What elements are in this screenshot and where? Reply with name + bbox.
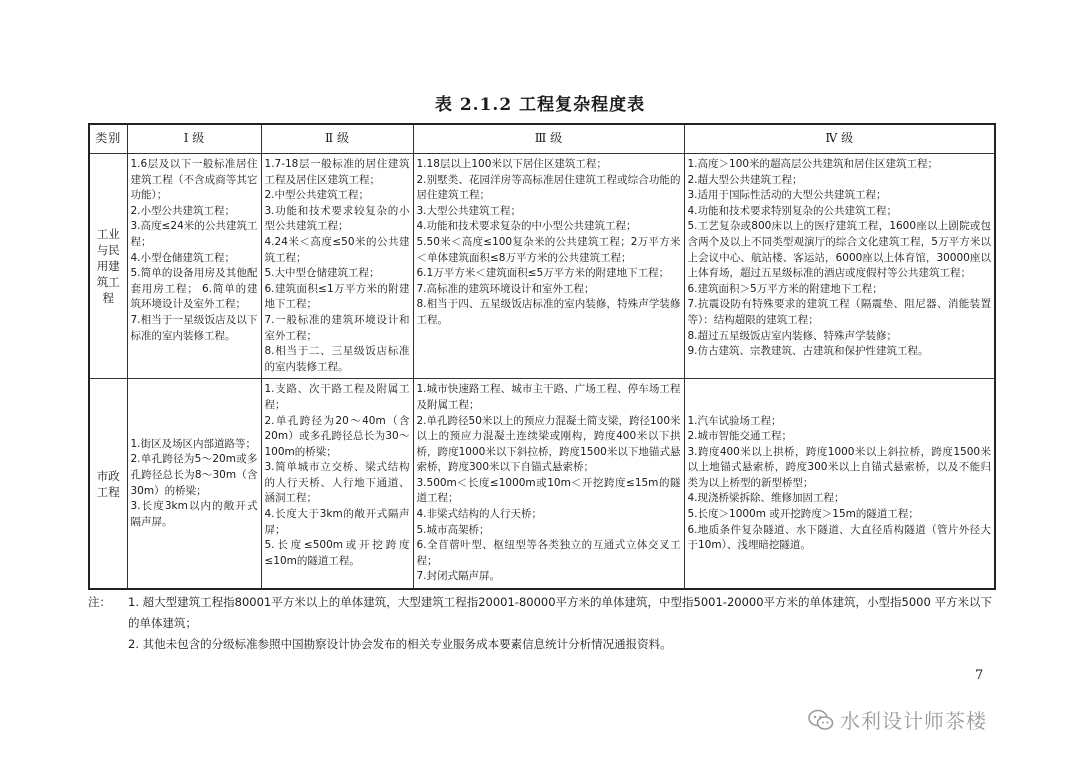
cell-line: 4.现浇桥梁拆除、维修加固工程； xyxy=(687,492,845,505)
cell-line: 4.功能和技术要求特别复杂的公共建筑工程； xyxy=(687,204,898,217)
cell-line: 5.工艺复杂或800床以上的医疗建筑工程，1600座以上剧院或包含两个及以上不同类型观演厅的综合文化建筑工程，5万平方米以上会议中心、航站楼、客运站，6000座以上体育馆，30000座以上体育场，超过五星级标准的酒店或度假村等公共建筑工程； xyxy=(687,220,991,280)
cell-line: 2.别墅类、花园洋房等高标准居住建筑工程或综合功能的居住建筑工程； xyxy=(416,173,681,202)
cell-line: 6.地质条件复杂隧道、水下隧道、大直径盾构隧道（管片外径大于10m）、浅埋暗挖隧道。 xyxy=(687,523,991,552)
cell-line: 4.非梁式结构的人行天桥； xyxy=(416,508,543,521)
level-3-cell xyxy=(413,154,684,379)
cell-line: 1.支路、次干路工程及附属工程； xyxy=(264,383,410,411)
cell-line: 7.抗震设防有特殊要求的建筑工程（隔震垫、阻尼器、消能装置等）：结构超限的建筑工程； xyxy=(687,298,991,326)
complexity-table xyxy=(88,123,996,590)
cell-line: 8.相当于四、五星级饭店标准的室内装修，特殊声学装修工程。 xyxy=(416,298,681,326)
cell-line: 2.城市智能交通工程； xyxy=(687,430,793,443)
cell-line: 3.长度3km以内的敞开式隔声屏。 xyxy=(130,500,258,528)
cell-line: 1.街区及场区内部道路等； xyxy=(130,437,257,450)
table-title: 表 2.1.2 工程复杂程度表 xyxy=(434,95,646,115)
cell-line: 4.功能和技术要求复杂的中小型公共建筑工程； xyxy=(416,220,637,233)
note-item xyxy=(88,592,994,634)
cell-line: 1.7-18层一般标准的居住建筑工程及居住区建筑工程； xyxy=(264,158,410,186)
level-4-cell xyxy=(684,379,995,589)
notes-label: 注： xyxy=(88,595,111,609)
header-level-2: Ⅱ 级 xyxy=(261,124,413,154)
cell-line: 5.长度＞1000m 或开挖跨度＞15m的隧道工程； xyxy=(687,508,919,521)
cell-line: 2.单孔跨径为5～20m或多孔跨径总长为8～30m（含30m）的桥梁； xyxy=(130,453,258,497)
table-row xyxy=(89,154,995,379)
cell-line: 5.城市高架桥； xyxy=(416,523,490,536)
header-level-3: Ⅲ 级 xyxy=(413,124,684,154)
level-2-cell xyxy=(261,154,413,379)
note-text: 1. 超大型建筑工程指80001平方米以上的单体建筑，大型建筑工程指20001-80000平方米的单体建筑，中型指5001-20000平方米的单体建筑，小型指5000 平方米以下的单体建筑； xyxy=(128,595,992,630)
cell-line: 4.小型仓储建筑工程； xyxy=(130,251,236,264)
cell-line: 2.单孔跨径50米以上的预应力混凝土简支梁，跨径100米以上的预应力混凝土连续梁或刚构，跨度400米以下拱桥，跨度1000米以下斜拉桥，跨度1500米以下地锚式悬索桥，跨度300米以下自锚式悬索桥； xyxy=(416,414,681,474)
table-notes xyxy=(88,592,994,655)
cell-line: 3.简单城市立交桥、梁式结构的人行天桥、人行地下通道、涵洞工程； xyxy=(264,461,410,505)
cell-line: 3.500m＜长度≤1000m或10m＜开挖跨度≤15m的隧道工程； xyxy=(416,476,681,505)
wechat-icon xyxy=(808,709,834,731)
cell-line: 6.建筑面积＞5万平方米的附建地下工程； xyxy=(687,282,883,295)
cell-line: 7.封闭式隔声屏。 xyxy=(416,570,501,583)
level-4-cell xyxy=(684,154,995,379)
cell-line: 8.相当于二、三星级饭店标准的室内装修工程。 xyxy=(264,345,410,373)
watermark xyxy=(808,705,987,734)
header-row xyxy=(89,124,995,154)
cell-line: 5.长度≤500m或开挖跨度≤10m的隧道工程。 xyxy=(264,539,410,567)
cell-line: 1.6层及以下一般标准居住建筑工程（不含成商等其它功能）； xyxy=(130,158,258,202)
cell-line: 5.简单的设备用房及其他配套用房工程； 6.简单的建筑环境设计及室外工程； xyxy=(130,267,258,311)
cell-line: 3.适用于国际性活动的大型公共建筑工程； xyxy=(687,189,887,202)
cell-line: 7.相当于一星级饭店及以下标准的室内装修工程。 xyxy=(130,313,258,342)
cell-line: 4.24米＜高度≤50米的公共建筑工程； xyxy=(264,235,410,264)
cell-line: 7.高标准的建筑环境设计和室外工程； xyxy=(416,282,595,295)
note-text: 2. 其他未包含的分级标准参照中国勘察设计协会发布的相关专业服务成本要素信息统计分析情况通报资料。 xyxy=(128,637,672,651)
cell-line: 5.50米＜高度≤100复杂米的公共建筑工程；2万平方米＜单体建筑面积≤8万平方米的公共建筑工程； xyxy=(416,235,681,264)
cell-line: 1.18层以上100米以下居住区建筑工程； xyxy=(416,158,607,170)
cell-line: 2.单孔跨径为20～40m（含20m）或多孔跨径总长为30～100m的桥梁； xyxy=(264,414,410,458)
cell-line: 4.长度大于3km的敞开式隔声屏； xyxy=(264,508,410,536)
cell-line: 8.超过五星级饭店室内装修、特殊声学装修； xyxy=(687,329,898,342)
cell-line: 1.城市快速路工程、城市主干路、广场工程、停车场工程及附属工程； xyxy=(416,383,681,411)
cell-line: 2.中型公共建筑工程； xyxy=(264,189,370,202)
category-cell: 市政工程 xyxy=(89,379,127,589)
table-row xyxy=(89,379,995,589)
level-1-cell xyxy=(127,154,261,379)
cell-line: 1.汽车试验场工程； xyxy=(687,414,782,427)
header-level-4: Ⅳ 级 xyxy=(684,124,995,154)
cell-line: 9.仿古建筑、宗教建筑、古建筑和保护性建筑工程。 xyxy=(687,345,929,358)
cell-line: 6.全苜蓿叶型、枢纽型等各类独立的互通式立体交叉工程； xyxy=(416,539,681,567)
cell-line: 3.跨度400米以上拱桥，跨度1000米以上斜拉桥，跨度1500米以上地锚式悬索桥，跨度300米以上自锚式悬索桥，以及不能归类为以上桥型的新型桥型； xyxy=(687,445,991,489)
cell-line: 3.功能和技术要求较复杂的小型公共建筑工程； xyxy=(264,204,410,233)
page-number: 7 xyxy=(975,668,984,683)
cell-line: 6.1万平方米＜建筑面积≤5万平方米的附建地下工程； xyxy=(416,267,670,280)
level-1-cell xyxy=(127,379,261,589)
level-3-cell xyxy=(413,379,684,589)
cell-line: 2.小型公共建筑工程； xyxy=(130,204,236,217)
cell-line: 1.高度＞100米的超高层公共建筑和居住区建筑工程； xyxy=(687,158,939,170)
cell-line: 2.超大型公共建筑工程； xyxy=(687,173,803,186)
cell-line: 5.大中型仓储建筑工程； xyxy=(264,267,380,280)
cell-line: 7.一般标准的建筑环境设计和室外工程； xyxy=(264,313,410,342)
note-item xyxy=(88,634,994,655)
cell-line: 3.大型公共建筑工程； xyxy=(416,204,522,217)
cell-line: 3.高度≤24米的公共建筑工程； xyxy=(130,220,258,248)
header-category: 类别 xyxy=(89,124,127,154)
category-cell: 工业与民用建筑工程 xyxy=(89,154,127,379)
header-level-1: Ⅰ 级 xyxy=(127,124,261,154)
cell-line: 6.建筑面积≤1万平方米的附建地下工程； xyxy=(264,282,410,311)
level-2-cell xyxy=(261,379,413,589)
watermark-text: 水利设计师茶楼 xyxy=(840,709,987,733)
